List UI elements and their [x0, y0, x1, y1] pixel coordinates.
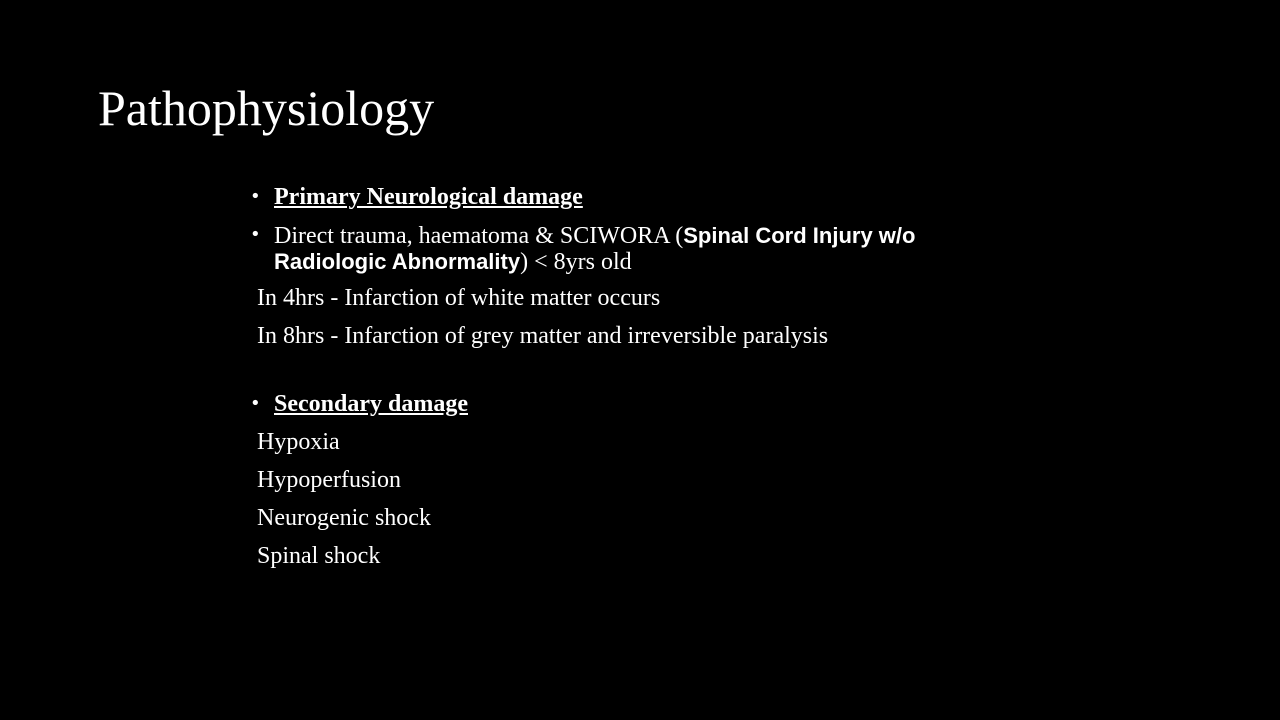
bullet-dot-icon: •	[250, 393, 261, 414]
bullet-dot-icon: •	[250, 186, 261, 207]
secondary-item-spinal-shock: Spinal shock	[257, 543, 381, 569]
secondary-item-hypoxia: Hypoxia	[257, 429, 340, 455]
bullet-primary-heading	[250, 182, 1030, 212]
primary-heading: Primary Neurological damage	[274, 184, 583, 210]
slide-title: Pathophysiology	[98, 80, 435, 136]
cause-text-post: ) < 8yrs old	[520, 249, 632, 275]
primary-line-8hrs: In 8hrs - Infarction of grey matter and irreversible paralysis	[257, 323, 829, 349]
secondary-heading: Secondary damage	[274, 391, 468, 417]
bullet-dot-icon: •	[250, 224, 261, 245]
primary-line-4hrs: In 4hrs - Infarction of white matter occurs	[257, 285, 661, 311]
secondary-item-neurogenic-shock: Neurogenic shock	[257, 505, 431, 531]
bullet-secondary-heading	[250, 389, 1030, 419]
secondary-item-hypoperfusion: Hypoperfusion	[257, 467, 401, 493]
cause-text-pre: Direct trauma, haematoma & SCIWORA (	[274, 223, 684, 249]
cause-text-bold: Spinal Cord Injury w/o Radiologic Abnormality	[274, 223, 916, 274]
bullet-primary-cause	[250, 220, 1030, 275]
slide-content	[250, 182, 1030, 571]
